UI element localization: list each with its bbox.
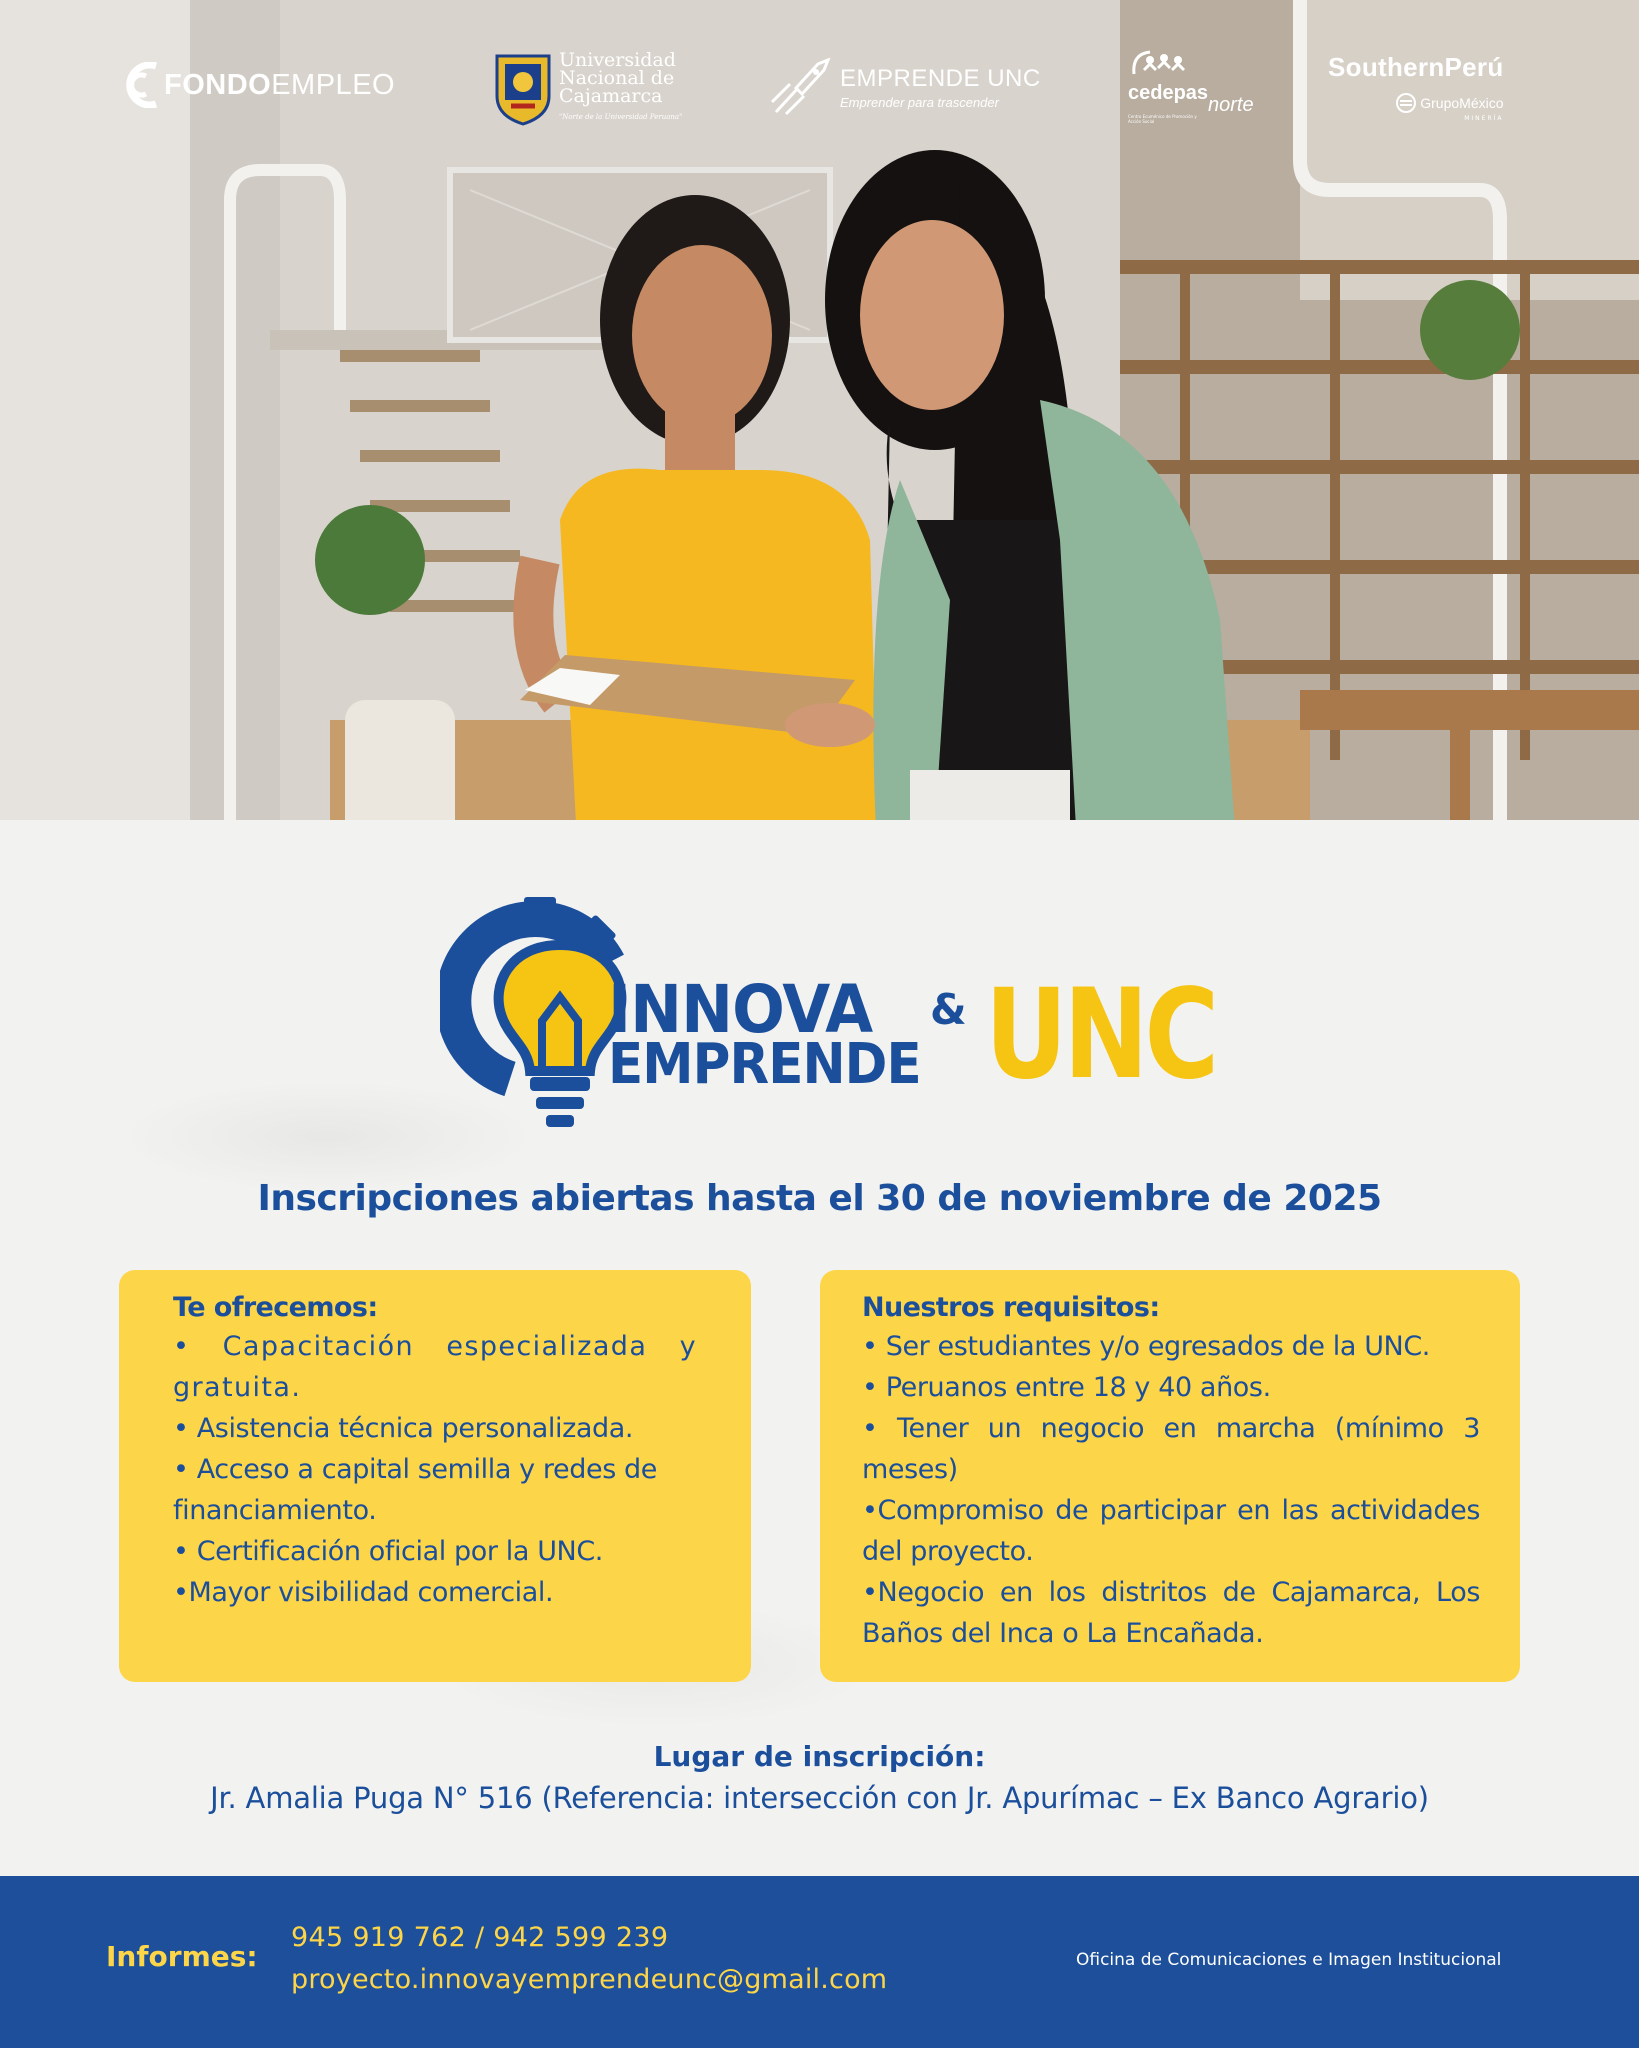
hero-photo xyxy=(0,0,1639,900)
requirements-card xyxy=(820,1270,1520,1682)
offer-item: •Mayor visibilidad comercial. xyxy=(173,1577,554,1608)
unc-name-line3: Cajamarca xyxy=(559,84,663,107)
brand-word-unc: UNC xyxy=(985,963,1215,1107)
emprende-unc-title: EMPRENDE UNC xyxy=(840,64,1041,92)
offer-title: Te ofrecemos: xyxy=(173,1292,378,1323)
requirement-item: •Negocio en los distritos de Cajamarca, Los Baños del Inca o La Encañada. xyxy=(862,1577,1480,1649)
footer-phones[interactable]: 945 919 762 / 942 599 239 xyxy=(291,1922,669,1953)
fondoempleo-logo xyxy=(120,55,395,115)
cedepas-name: cedepas xyxy=(1128,82,1209,104)
cedepas-logo xyxy=(1128,48,1254,124)
fondoempleo-light: EMPLEO xyxy=(271,68,396,101)
southern-peru-logo xyxy=(1328,52,1504,122)
registration-headline: Inscripciones abiertas hasta el 30 de noviembre de 2025 xyxy=(257,1178,1382,1219)
requirement-item: • Ser estudiantes y/o egresados de la UNC. xyxy=(862,1331,1430,1362)
emprende-unc-logo xyxy=(768,58,1041,116)
requirements-title: Nuestros requisitos: xyxy=(862,1292,1160,1323)
footer-email-link[interactable]: proyecto.innovayemprendeunc@gmail.com xyxy=(291,1964,888,1995)
brand-word-emprende: EMPRENDE xyxy=(608,1032,921,1097)
footer xyxy=(0,1876,1639,2048)
hero-illustration xyxy=(0,0,1639,900)
cedepas-region: norte xyxy=(1208,94,1254,116)
footer-office: Oficina de Comunicaciones e Imagen Institucional xyxy=(1076,1950,1502,1970)
unc-logo xyxy=(493,50,682,126)
registration-place-label: Lugar de inscripción: xyxy=(653,1740,986,1773)
offer-card xyxy=(119,1270,751,1682)
fondoempleo-mark-icon xyxy=(120,62,160,108)
offer-item: • Acceso a capital semilla y redes de financiamiento. xyxy=(173,1454,657,1526)
brand-ampersand: & xyxy=(930,985,967,1034)
requirement-item: • Peruanos entre 18 y 40 años. xyxy=(862,1372,1271,1403)
innova-emprende-unc-logo xyxy=(440,893,1215,1133)
fondoempleo-bold: FONDO xyxy=(164,68,272,101)
southern-name: SouthernPerú xyxy=(1328,52,1504,82)
unc-name-line2: Nacional de xyxy=(559,66,675,89)
footer-info-label: Informes: xyxy=(106,1940,258,1973)
southern-division: MINERÍA xyxy=(1464,115,1504,122)
registration-address: Jr. Amalia Puga N° 516 (Referencia: intersección con Jr. Apurímac – Ex Banco Agrario) xyxy=(210,1781,1429,1815)
emprende-unc-tagline: Emprender para trascender xyxy=(840,94,999,110)
grupo-mexico-icon xyxy=(1396,93,1416,113)
cedepas-people-icon xyxy=(1128,48,1198,78)
southern-group: GrupoMéxico xyxy=(1420,95,1504,111)
offer-item: • Certificación oficial por la UNC. xyxy=(173,1536,603,1567)
requirements-list xyxy=(862,1326,1480,1654)
rocket-icon xyxy=(768,58,832,116)
offer-item: • Capacitación especializada y gratuita. xyxy=(173,1331,697,1403)
requirement-item: • Tener un negocio en marcha (mínimo 3 meses) xyxy=(862,1413,1480,1485)
brand-word-innova: INNOVA xyxy=(608,971,873,1048)
cedepas-small: Centro Ecuménico de Promoción y Acción Social xyxy=(1128,114,1197,124)
unc-motto: "Norte de la Universidad Peruana" xyxy=(559,112,683,121)
unc-name-line1: Universidad xyxy=(559,48,676,71)
requirement-item: •Compromiso de participar en las actividades del proyecto. xyxy=(862,1495,1480,1567)
offer-list xyxy=(173,1326,697,1613)
offer-item: • Asistencia técnica personalizada. xyxy=(173,1413,634,1444)
unc-shield-icon xyxy=(493,50,553,126)
